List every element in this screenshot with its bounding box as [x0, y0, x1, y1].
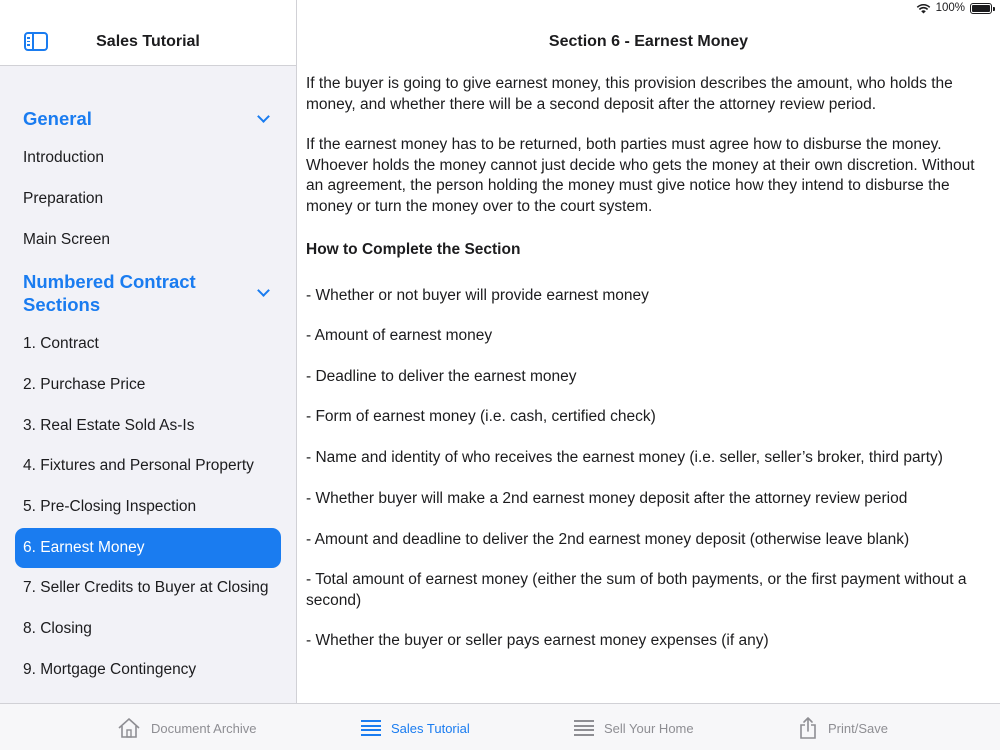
sidebar-item-closing[interactable]: 8. Closing: [23, 620, 92, 637]
page-title: Section 6 - Earnest Money: [548, 33, 749, 50]
sidebar-item-preparation[interactable]: Preparation: [23, 190, 104, 207]
tab-sell-your-home[interactable]: [574, 714, 694, 742]
tab-label: Print/Save: [828, 720, 888, 736]
sidebar-title: Sales Tutorial: [96, 33, 200, 50]
sidebar-item-main-screen[interactable]: Main Screen: [23, 231, 111, 248]
list-item: - Whether or not buyer will provide earnest money: [306, 287, 649, 304]
sidebar-header: [0, 0, 296, 66]
list-item: - Form of earnest money (i.e. cash, certified check): [306, 408, 656, 425]
chevron-down-icon[interactable]: [257, 110, 270, 123]
sidebar-item-fixtures[interactable]: 4. Fixtures and Personal Property: [23, 457, 254, 474]
sidebar: [0, 0, 297, 703]
list-item: - Name and identity of who receives the earnest money (i.e. seller, seller’s broker, third party): [306, 449, 943, 466]
tab-label: Document Archive: [151, 720, 257, 736]
list-item: - Total amount of earnest money (either the sum of both payments, or the first payment without a second): [306, 571, 967, 609]
sidebar-item-mortgage-contingency[interactable]: 9. Mortgage Contingency: [23, 661, 197, 678]
sidebar-item-contract[interactable]: 1. Contract: [23, 335, 99, 352]
list-item: - Amount of earnest money: [306, 327, 493, 344]
status-indicators: [916, 2, 992, 14]
battery-icon: [970, 3, 992, 14]
tab-print-save[interactable]: [798, 714, 888, 742]
list-item: - Whether the buyer or seller pays earnest money expenses (if any): [306, 632, 769, 649]
tab-document-archive[interactable]: [117, 714, 257, 742]
section-header-general[interactable]: General: [23, 108, 92, 129]
tab-label: Sales Tutorial: [391, 720, 470, 736]
section-header-numbered-contract-sections[interactable]: Numbered Contract Sections: [23, 271, 196, 315]
list-icon: [361, 720, 381, 736]
section-heading: How to Complete the Section: [306, 241, 521, 258]
sidebar-item-pre-closing-inspection[interactable]: 5. Pre-Closing Inspection: [23, 498, 197, 515]
article-content: If the buyer is going to give earnest money, this provision describes the amount, who holds the money, and whether there will be a second deposit after the attorney review period. If the earnest money has to be returned, both parties must agree how to disburse the money. Whoever holds the money cannot just decide who gets the money at their own discretion. Without an agreement, the person holding the money must give notice how they intend to disburse the money or turn the money over to the court system. How to Complete the Section - Whether or not buyer will provide earnest money - Amount of earnest money - Deadline to deliver the earnest money - Form of earnest money (i.e. cash, certified check) - Name and identity of who receives the earnest money (i.e. seller, seller’s broker, third party) - Whether buyer will make a 2nd earnest money deposit after the attorney review period - Amount and deadline to deliver the 2nd earnest money deposit (otherwise leave blank) - Total amount of earnest money (either the sum of both payments, or the first payment without a second) - Whether the buyer or seller pays earnest money expenses (if any): [306, 74, 996, 135]
wifi-icon: [916, 3, 931, 14]
sidebar-item-real-estate-sold-as-is[interactable]: 3. Real Estate Sold As-Is: [23, 417, 195, 434]
list-icon: [574, 720, 594, 736]
sidebar-item-purchase-price[interactable]: 2. Purchase Price: [23, 376, 146, 393]
house-icon: [117, 717, 141, 739]
share-icon: [798, 716, 818, 740]
paragraph: If the buyer is going to give earnest money, this provision describes the amount, who holds the money, and whether there will be a second deposit after the attorney review period.: [306, 75, 953, 113]
sidebar-item-earnest-money[interactable]: 6. Earnest Money: [15, 528, 281, 568]
chevron-down-icon[interactable]: [257, 284, 270, 297]
list-item: - Whether buyer will make a 2nd earnest money deposit after the attorney review period: [306, 490, 908, 507]
tab-bar: [0, 703, 1000, 750]
list-item: - Amount and deadline to deliver the 2nd earnest money deposit (otherwise leave blank): [306, 531, 910, 548]
battery-percent: 100%: [935, 2, 965, 14]
sidebar-item-introduction[interactable]: Introduction: [23, 149, 104, 166]
list-item: - Deadline to deliver the earnest money: [306, 368, 577, 385]
sidebar-item-seller-credits[interactable]: 7. Seller Credits to Buyer at Closing: [23, 579, 269, 596]
tab-sales-tutorial[interactable]: [361, 714, 470, 742]
tab-label: Sell Your Home: [604, 720, 694, 736]
